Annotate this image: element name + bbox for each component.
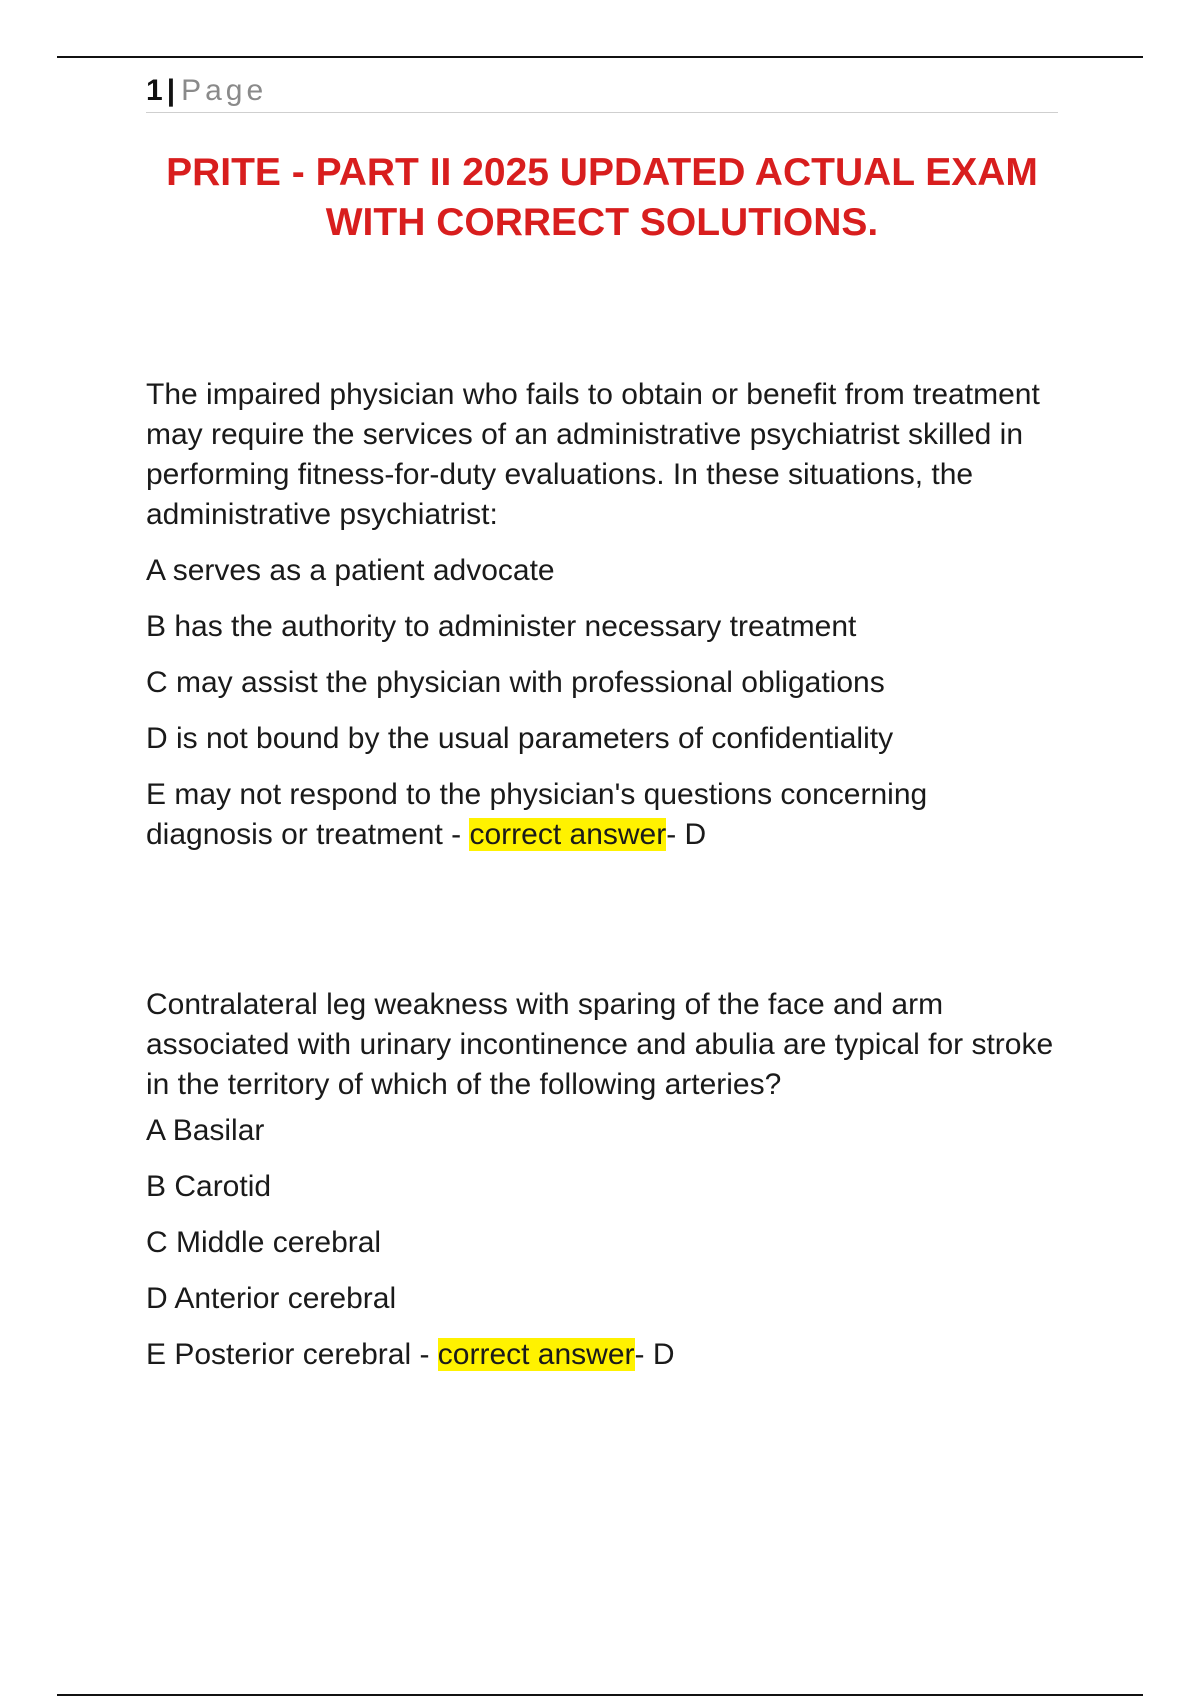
page-header	[146, 74, 1058, 113]
option-e-text: E may not respond to the physician's questions concerning diagnosis or treatment -	[146, 778, 928, 851]
option-b: B has the authority to administer necessary treatment	[146, 610, 857, 643]
correct-answer-value: - D	[634, 1338, 675, 1371]
option-c: C may assist the physician with professional obligations	[146, 666, 885, 699]
correct-answer-highlight: correct answer	[469, 818, 667, 851]
option-d: D Anterior cerebral	[146, 1282, 397, 1315]
option-e-text: E Posterior cerebral -	[146, 1338, 438, 1371]
question-2	[146, 985, 1058, 1375]
option-c: C Middle cerebral	[146, 1226, 382, 1259]
correct-answer-highlight: correct answer	[437, 1338, 635, 1371]
bottom-rule	[57, 1694, 1143, 1696]
option-a: A serves as a patient advocate	[146, 554, 555, 587]
question-stem: The impaired physician who fails to obtain or benefit from treatment may require the services of an administrative psychiatrist skilled in performing fitness-for-duty evaluations. In these situations, the administrative psychiatrist:	[146, 378, 1040, 531]
option-d: D is not bound by the usual parameters of confidentiality	[146, 722, 894, 755]
question-stem: Contralateral leg weakness with sparing of the face and arm associated with urinary incontinence and abulia are typical for stroke in the territory of which of the following arteries?	[146, 988, 1054, 1101]
question-1	[146, 375, 1058, 855]
top-rule	[57, 56, 1143, 58]
option-e	[146, 775, 1058, 855]
correct-answer-value: - D	[666, 818, 707, 851]
page-separator: |	[166, 74, 176, 107]
option-e	[146, 1335, 1058, 1375]
option-a: A Basilar	[146, 1114, 265, 1147]
option-b: B Carotid	[146, 1170, 272, 1203]
page-number: 1	[146, 74, 163, 107]
page-label: Page	[181, 74, 268, 107]
document-title: PRITE - PART II 2025 UPDATED ACTUAL EXAM WITH CORRECT SOLUTIONS.	[166, 151, 1038, 244]
